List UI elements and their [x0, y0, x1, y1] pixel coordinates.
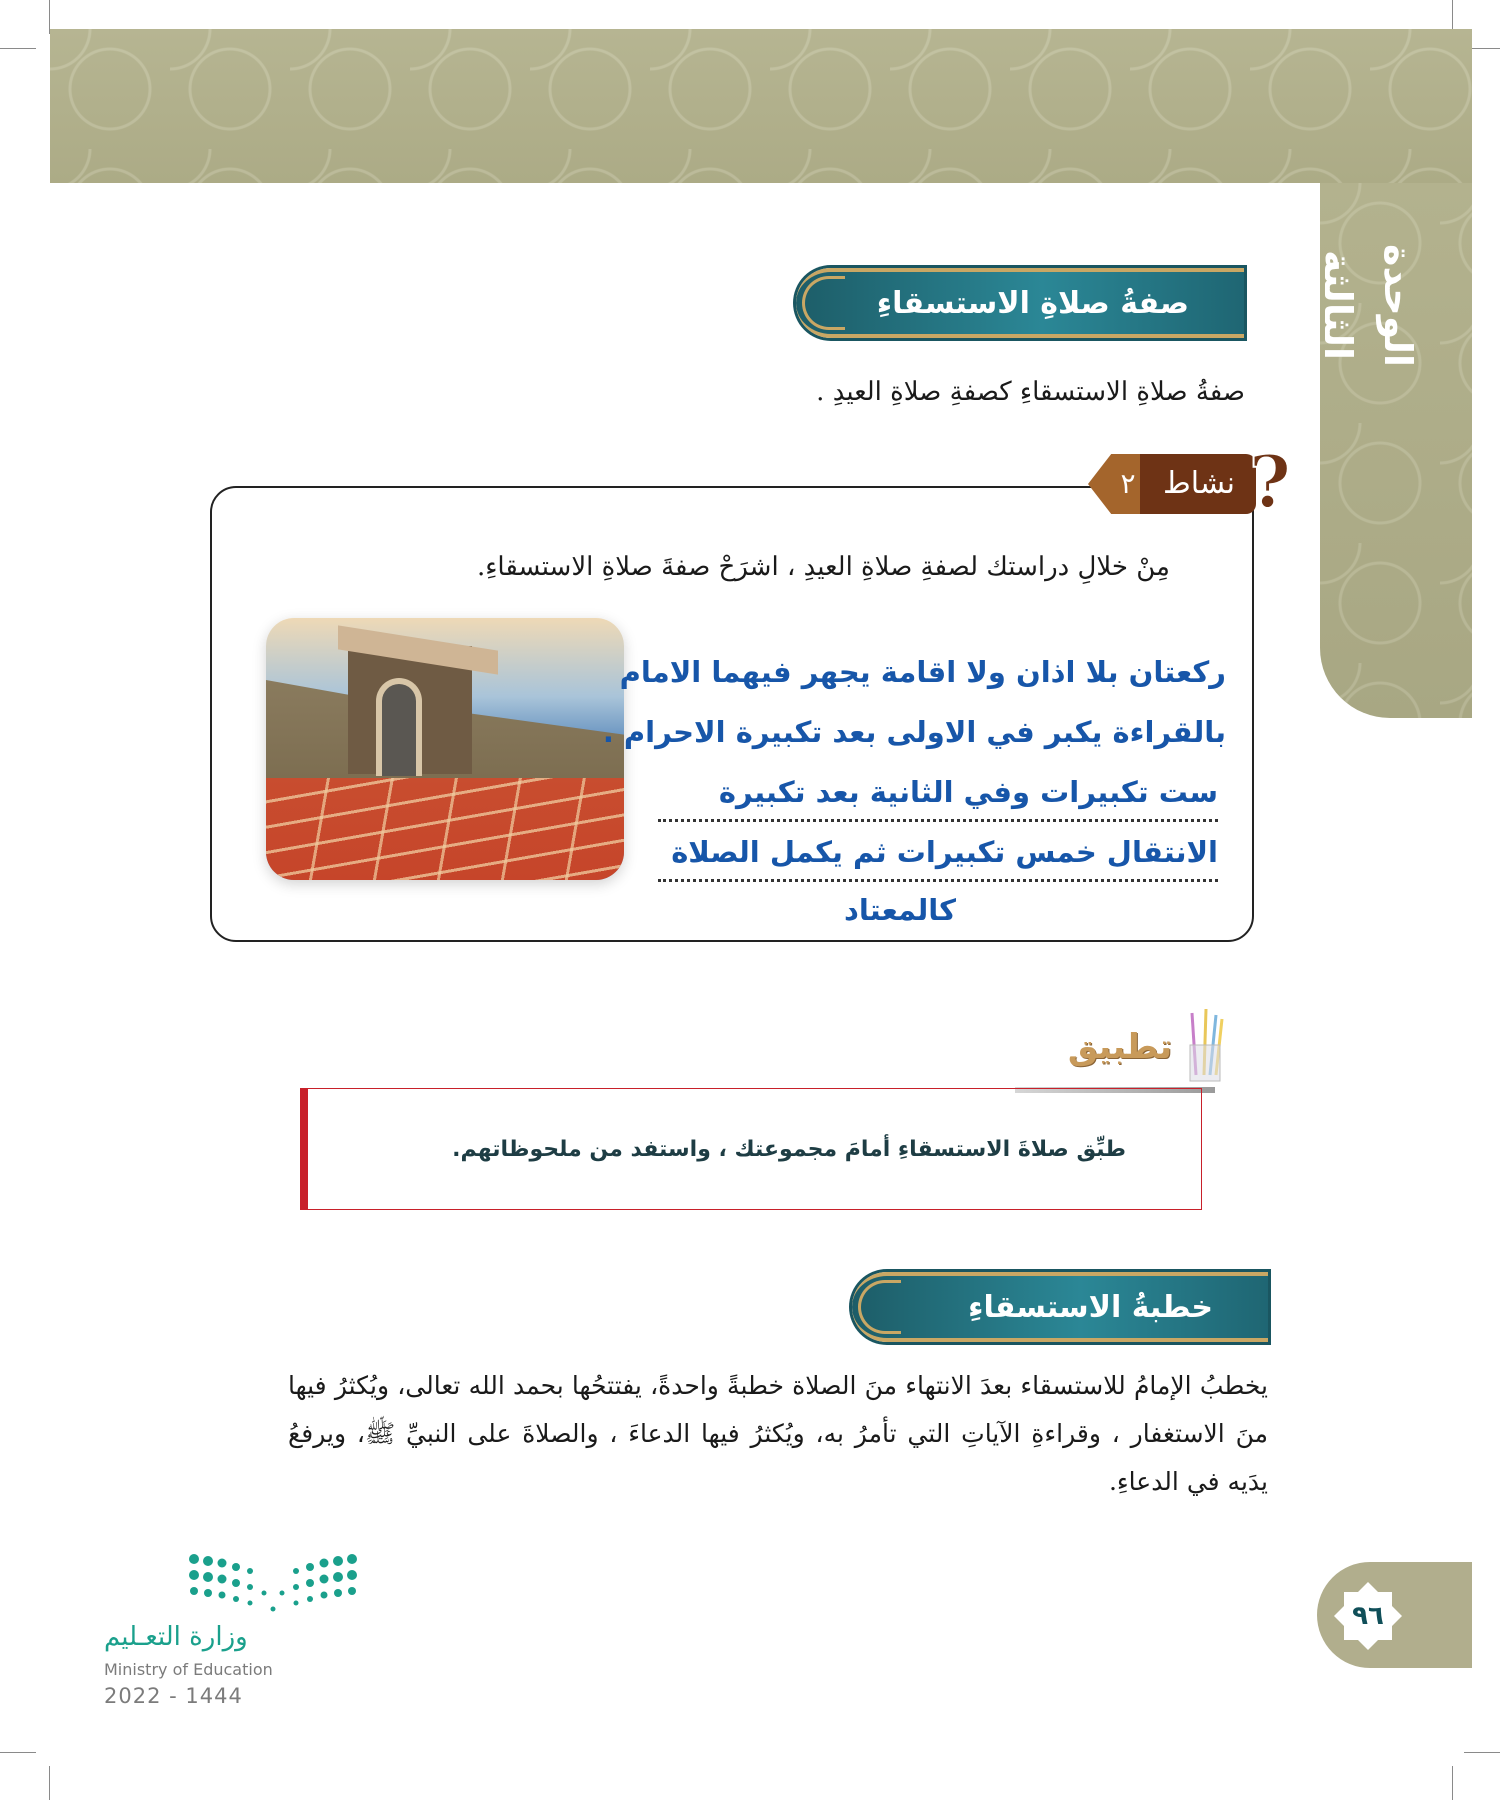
answer-line-5[interactable]: كالمعتاد	[843, 893, 957, 927]
unit-title: الوحدة الثالثة	[1316, 243, 1420, 367]
edition-year: 2022 - 1444	[104, 1684, 243, 1708]
section-heading-khutba	[852, 1272, 1268, 1342]
answer-line-2[interactable]: بالقراءة يكبر في الاولى بعد تكبيرة الاحرام .	[602, 715, 1226, 749]
khutba-paragraph: يخطبُ الإمامُ للاستسقاء بعدَ الانتهاء منَ الصلاة خطبةً واحدةً، يفتتحُها بحمد الله تعالى، ويُكثرُ فيها منَ الاستغفار ، وقراءةِ الآياتِ التي تأمرُ به، ويُكثرُ فيها الدعاءَ ، والصلاةَ على النبيِّ ﷺ، ويرفعُ يدَيه في الدعاءِ.	[288, 1371, 1268, 1496]
section-heading-prayer	[796, 268, 1244, 338]
answer-line-1[interactable]: ركعتان بلا اذان ولا اقامة يجهر فيهما الامام	[619, 655, 1226, 689]
ministry-name-english: Ministry of Education	[104, 1660, 273, 1679]
ministry-logo-icon	[188, 1553, 358, 1613]
activity-number: ٢	[1120, 467, 1136, 500]
answer-line-4[interactable]: الانتقال خمس تكبيرات ثم يكمل الصلاة	[658, 822, 1218, 882]
crop-mark	[0, 1752, 36, 1753]
ministry-name-arabic: وزارة التعـليم	[104, 1622, 248, 1652]
crop-mark	[1452, 1766, 1453, 1800]
mosque-courtyard-image	[266, 618, 624, 880]
prayer-carpet-floor	[266, 778, 624, 880]
gate-door	[376, 678, 422, 776]
activity-question: مِنْ خلالِ دراستك لصفةِ صلاةِ العيدِ ، اشرَحْ صفةَ صلاةِ الاستسقاءِ.	[476, 552, 1170, 582]
top-decorative-band	[50, 29, 1472, 183]
section-heading-text: خطبةُ الاستسقاءِ	[968, 1289, 1213, 1325]
pencil-cup-icon	[1186, 1005, 1226, 1085]
crop-mark	[0, 48, 36, 49]
application-title: تطبيق	[1067, 1027, 1173, 1067]
section-heading-text: صفةُ صلاةِ الاستسقاءِ	[876, 285, 1189, 321]
activity-tag	[1088, 439, 1292, 524]
page-number: ٩٦	[1352, 1601, 1384, 1631]
application-box	[300, 1088, 1202, 1210]
activity-label: نشاط	[1163, 466, 1235, 501]
question-mark-icon: ?	[1248, 439, 1292, 524]
crop-mark	[1464, 1752, 1500, 1753]
answer-line-3[interactable]: ست تكبيرات وفي الثانية بعد تكبيرة	[658, 762, 1218, 822]
crop-mark	[49, 1766, 50, 1800]
intro-paragraph: صفةُ صلاةِ الاستسقاءِ كصفةِ صلاةِ العيدِ .	[816, 377, 1245, 407]
application-text: طبِّق صلاةَ الاستسقاءِ أمامَ مجموعتك ، واستفد من ملحوظاتهم.	[452, 1136, 1126, 1162]
